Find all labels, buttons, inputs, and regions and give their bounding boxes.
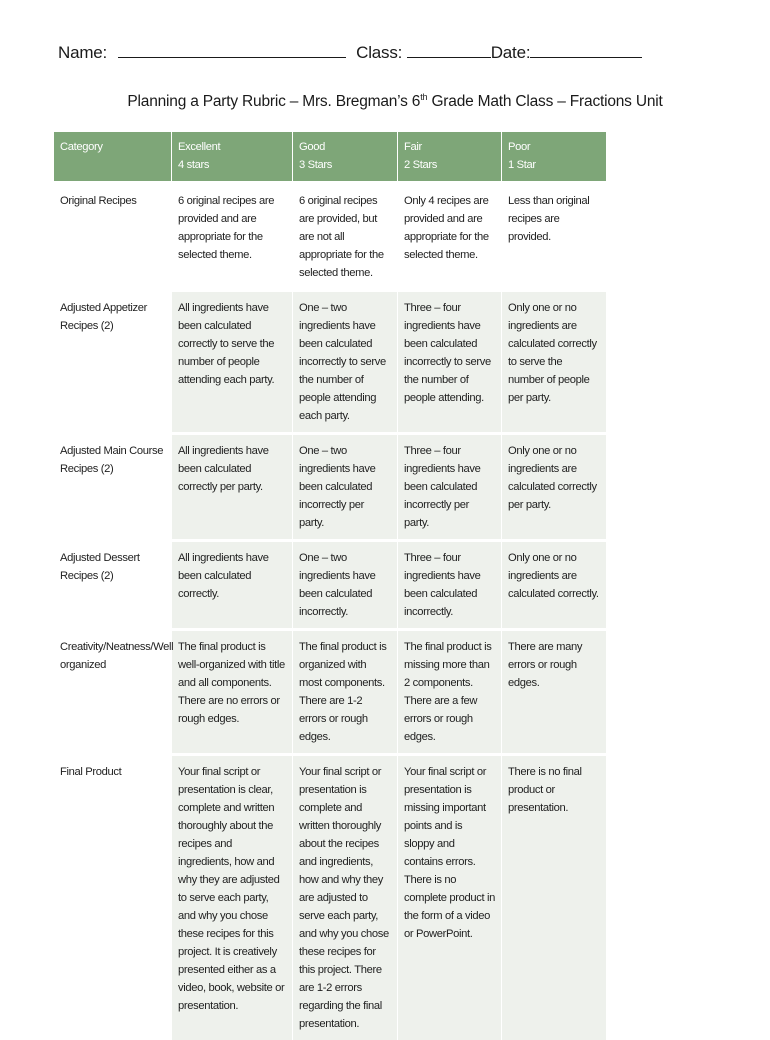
table-row — [54, 628, 606, 753]
table-cell: Only one or no ingredients are calculated correctly. — [502, 539, 606, 628]
table-cell: Your final script or presentation is missing important points and is sloppy and contains errors. There is no complete product in the form of a video or PowerPoint. — [398, 753, 502, 1040]
table-row — [54, 432, 606, 539]
table-cell: Your final script or presentation is clear, complete and written thoroughly about the recipes and ingredients, how and why they are adjusted to serve each party, and why you chose these recipes for this project. It is creatively presented either as a video, book, website or presentation. — [172, 753, 293, 1040]
name-blank[interactable] — [118, 43, 346, 58]
table-cell: The final product is well-organized with title and all components. There are no errors or rough edges. — [172, 628, 293, 753]
table-cell: One – two ingredients have been calculated incorrectly to serve the number of people attending each party. — [293, 289, 398, 432]
row-category: Final Product — [54, 753, 172, 1040]
row-category: Original Recipes — [54, 181, 172, 289]
table-cell: The final product is missing more than 2 components. There are a few errors or rough edges. — [398, 628, 502, 753]
table-row — [54, 181, 606, 289]
table-cell: Three – four ingredients have been calculated incorrectly. — [398, 539, 502, 628]
table-cell: All ingredients have been calculated correctly per party. — [172, 432, 293, 539]
table-row — [54, 539, 606, 628]
table-cell: One – two ingredients have been calculated incorrectly. — [293, 539, 398, 628]
table-row — [54, 289, 606, 432]
table-cell: 6 original recipes are provided, but are not all appropriate for the selected theme. — [293, 181, 398, 289]
table-cell: The final product is organized with most components. There are 1-2 errors or rough edges. — [293, 628, 398, 753]
class-label: Class: — [356, 43, 403, 62]
col-header-fair: Fair 2 Stars — [398, 132, 502, 181]
date-label: Date: — [490, 43, 531, 62]
table-cell: 6 original recipes are provided and are appropriate for the selected theme. — [172, 181, 293, 289]
table-cell: Only 4 recipes are provided and are appropriate for the selected theme. — [398, 181, 502, 289]
table-cell: One – two ingredients have been calculated incorrectly per party. — [293, 432, 398, 539]
table-cell: All ingredients have been calculated correctly to serve the number of people attending each party. — [172, 289, 293, 432]
date-blank[interactable] — [530, 43, 642, 58]
name-label: Name: — [58, 43, 108, 62]
table-cell: Three – four ingredients have been calculated incorrectly to serve the number of people attending. — [398, 289, 502, 432]
table-cell: Your final script or presentation is complete and written thoroughly about the recipes and ingredients, how and why they are adjusted to serve each party, and why you chose these recipes for this project. There are 1-2 errors regarding the final presentation. — [293, 753, 398, 1040]
col-header-good: Good 3 Stars — [293, 132, 398, 181]
row-category: Adjusted Appetizer Recipes (2) — [54, 289, 172, 432]
col-header-category: Category — [54, 132, 172, 181]
table-cell: There are many errors or rough edges. — [502, 628, 606, 753]
table-cell: Only one or no ingredients are calculated correctly to serve the number of people per party. — [502, 289, 606, 432]
col-header-poor: Poor 1 Star — [502, 132, 606, 181]
row-category: Creativity/Neatness/Well organized — [54, 628, 172, 753]
table-cell: Only one or no ingredients are calculated correctly per party. — [502, 432, 606, 539]
student-info-line — [58, 43, 642, 63]
rubric-table — [54, 132, 606, 1040]
page-title — [0, 92, 770, 111]
table-cell: There is no final product or presentation. — [502, 753, 606, 1040]
table-cell: All ingredients have been calculated correctly. — [172, 539, 293, 628]
title-superscript: th — [420, 92, 428, 102]
title-main: Planning a Party Rubric – Mrs. Bregman’s 6 — [127, 93, 421, 111]
col-header-excellent: Excellent 4 stars — [172, 132, 293, 181]
table-cell: Less than original recipes are provided. — [502, 181, 606, 289]
table-cell: Three – four ingredients have been calculated incorrectly per party. — [398, 432, 502, 539]
header-row — [54, 132, 606, 181]
row-category: Adjusted Dessert Recipes (2) — [54, 539, 172, 628]
table-row — [54, 753, 606, 1040]
class-blank[interactable] — [407, 43, 491, 58]
row-category: Adjusted Main Course Recipes (2) — [54, 432, 172, 539]
title-rest: Grade Math Class – Fractions Unit — [427, 93, 663, 111]
